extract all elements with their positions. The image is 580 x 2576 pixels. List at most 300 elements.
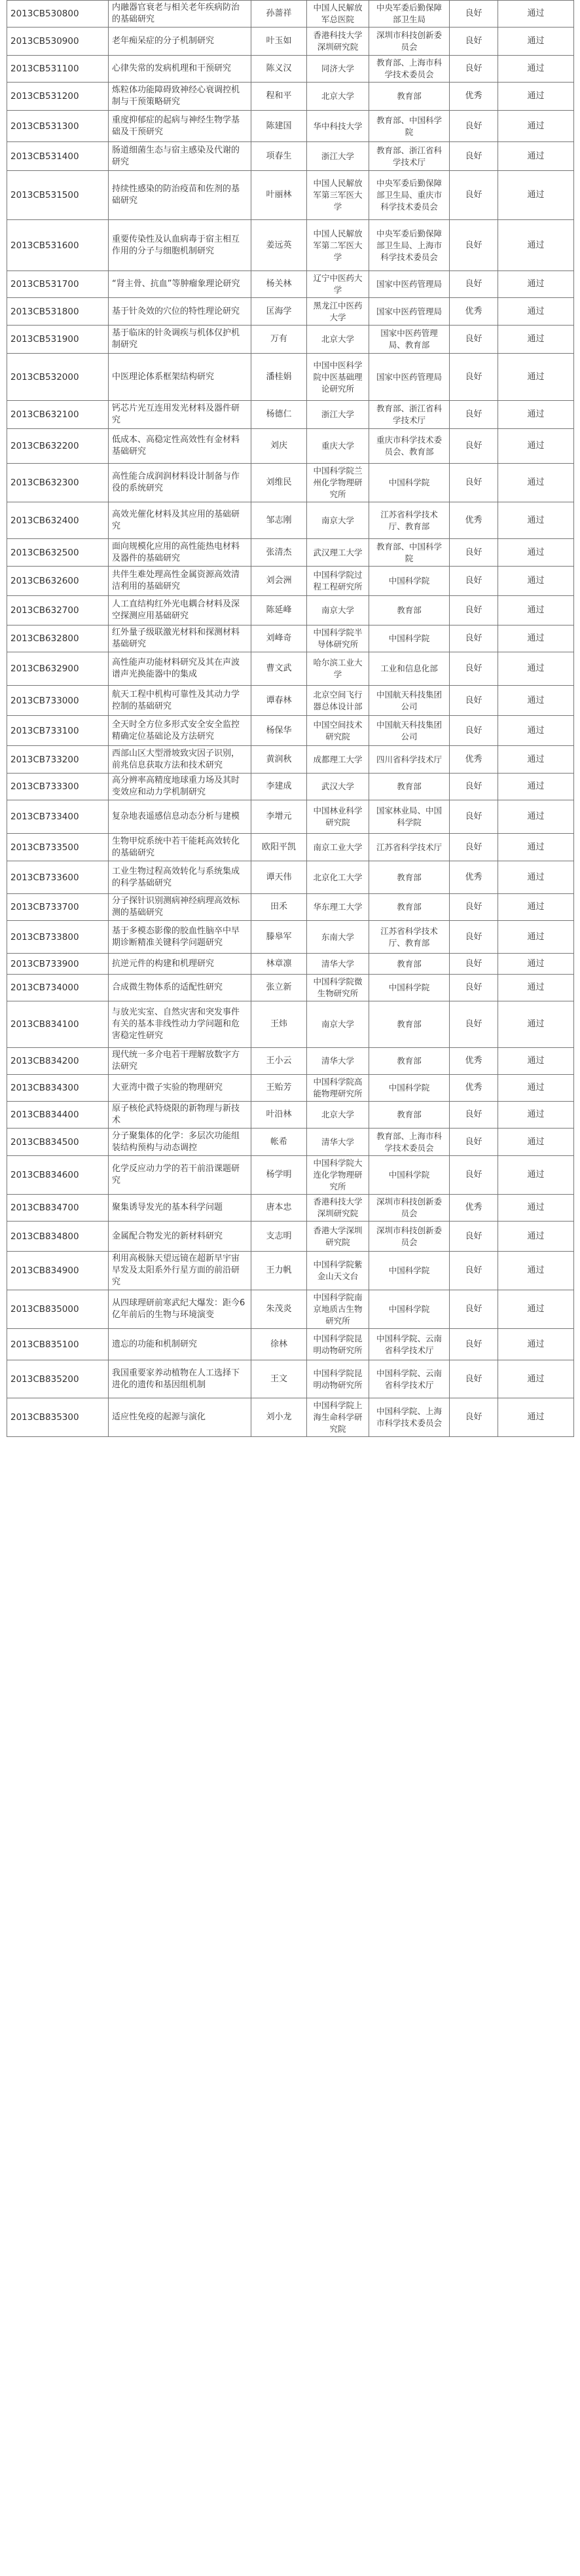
project-title: 适应性免疫的起源与演化 [109, 1398, 251, 1437]
table-row [7, 861, 574, 894]
supervising-department: 教育部、浙江省科学技术厅 [369, 142, 450, 171]
host-institution: 香港科技大学深圳研究院 [307, 28, 369, 56]
evaluation-grade: 良好 [450, 539, 498, 567]
project-title: 复杂地表遥感信息动态分析与建模 [109, 800, 251, 834]
acceptance-result: 通过 [498, 83, 574, 111]
chief-scientist: 田禾 [251, 894, 307, 921]
chief-scientist: 王力帆 [251, 1252, 307, 1290]
supervising-department: 中国科学院、云南省科学技术厅 [369, 1360, 450, 1398]
project-code: 2013CB632900 [7, 652, 109, 686]
table-row [7, 271, 574, 298]
supervising-department: 中央军委后勤保障部卫生局、重庆市科学技术委员会 [369, 171, 450, 220]
project-code: 2013CB834300 [7, 1075, 109, 1102]
supervising-department: 中国科学院 [369, 1075, 450, 1102]
table-row [7, 56, 574, 83]
acceptance-result: 通过 [498, 652, 574, 686]
host-institution: 北京大学 [307, 83, 369, 111]
project-code: 2013CB734000 [7, 975, 109, 1001]
chief-scientist: 支志明 [251, 1222, 307, 1252]
project-title: 航天工程中机构可靠性及其动力学控制的基础研究 [109, 686, 251, 716]
project-code: 2013CB733900 [7, 954, 109, 975]
supervising-department: 教育部 [369, 1102, 450, 1129]
supervising-department: 中国科学院、云南省科学技术厅 [369, 1329, 450, 1360]
project-code: 2013CB531700 [7, 271, 109, 298]
project-title: 老年痴呆症的分子机制研究 [109, 28, 251, 56]
evaluation-grade: 优秀 [450, 1048, 498, 1075]
supervising-department: 教育部 [369, 83, 450, 111]
supervising-department: 中国科学院 [369, 1156, 450, 1195]
acceptance-result: 通过 [498, 271, 574, 298]
project-code: 2013CB834700 [7, 1195, 109, 1222]
evaluation-grade: 良好 [450, 975, 498, 1001]
project-code: 2013CB531500 [7, 171, 109, 220]
supervising-department: 教育部 [369, 596, 450, 625]
evaluation-grade: 优秀 [450, 298, 498, 326]
evaluation-grade: 良好 [450, 921, 498, 954]
evaluation-grade: 良好 [450, 834, 498, 861]
table-row [7, 596, 574, 625]
project-title: 高分辨率高精度地球重力场及其时变效应和动力学机制研究 [109, 774, 251, 800]
project-code: 2013CB733000 [7, 686, 109, 716]
evaluation-grade: 良好 [450, 1, 498, 28]
project-title: 从四球理研前寒武纪大爆发：距今6亿年前后的生物与环境演变 [109, 1290, 251, 1329]
project-title: 工业生物过程高效转化与系统集成的科学基础研究 [109, 861, 251, 894]
evaluation-grade: 良好 [450, 954, 498, 975]
chief-scientist: 陈延峰 [251, 596, 307, 625]
supervising-department: 江苏省科学技术厅、教育部 [369, 921, 450, 954]
supervising-department: 中央军委后勤保障部卫生局、上海市科学技术委员会 [369, 220, 450, 271]
chief-scientist: 匡海学 [251, 298, 307, 326]
evaluation-grade: 良好 [450, 220, 498, 271]
supervising-department: 教育部、浙江省科学技术厅 [369, 401, 450, 429]
project-code: 2013CB531900 [7, 326, 109, 354]
table-row [7, 1, 574, 28]
supervising-department: 深圳市科技创新委员会 [369, 1222, 450, 1252]
chief-scientist: 杨学明 [251, 1156, 307, 1195]
table-row [7, 1329, 574, 1360]
acceptance-result: 通过 [498, 1195, 574, 1222]
project-code: 2013CB531300 [7, 111, 109, 142]
supervising-department: 中国科学院、上海市科学技术委员会 [369, 1398, 450, 1437]
supervising-department: 中国科学院 [369, 625, 450, 652]
supervising-department: 教育部、上海市科学技术委员会 [369, 1129, 450, 1156]
chief-scientist: 叶玉如 [251, 28, 307, 56]
acceptance-result: 通过 [498, 975, 574, 1001]
project-title: 中医理论体系框架结构研究 [109, 354, 251, 401]
host-institution: 武汉大学 [307, 774, 369, 800]
supervising-department: 中央军委后勤保障部卫生局 [369, 1, 450, 28]
chief-scientist: 刘峰奇 [251, 625, 307, 652]
project-code: 2013CB632400 [7, 502, 109, 539]
supervising-department: 江苏省科学技术厅 [369, 834, 450, 861]
acceptance-result: 通过 [498, 1129, 574, 1156]
supervising-department: 中国航天科技集团公司 [369, 686, 450, 716]
acceptance-result: 通过 [498, 326, 574, 354]
host-institution: 北京大学 [307, 326, 369, 354]
chief-scientist: 朱茂炎 [251, 1290, 307, 1329]
project-code: 2013CB834600 [7, 1156, 109, 1195]
project-title: 我国重要家养动植物在人工选择下进化的遗传和基因组机制 [109, 1360, 251, 1398]
acceptance-result: 通过 [498, 746, 574, 774]
host-institution: 中国科学院南京地质古生物研究所 [307, 1290, 369, 1329]
table-row [7, 1252, 574, 1290]
acceptance-result: 通过 [498, 1329, 574, 1360]
host-institution: 清华大学 [307, 1048, 369, 1075]
evaluation-grade: 良好 [450, 596, 498, 625]
supervising-department: 中国科学院 [369, 1252, 450, 1290]
acceptance-result: 通过 [498, 464, 574, 502]
evaluation-grade: 良好 [450, 686, 498, 716]
table-row [7, 774, 574, 800]
evaluation-grade: 良好 [450, 354, 498, 401]
supervising-department: 教育部 [369, 1048, 450, 1075]
project-title: 化学反应动力学的若干前沿课题研究 [109, 1156, 251, 1195]
project-code: 2013CB835200 [7, 1360, 109, 1398]
host-institution: 南京大学 [307, 1001, 369, 1048]
host-institution: 中国科学院昆明动物研究所 [307, 1329, 369, 1360]
host-institution: 中国科学院微生物研究所 [307, 975, 369, 1001]
project-code: 2013CB530800 [7, 1, 109, 28]
table-row [7, 975, 574, 1001]
table-row [7, 171, 574, 220]
evaluation-grade: 优秀 [450, 1075, 498, 1102]
evaluation-grade: 良好 [450, 567, 498, 596]
host-institution: 同济大学 [307, 56, 369, 83]
project-title: 原子核伦武特烧限的新物理与新技术 [109, 1102, 251, 1129]
evaluation-grade: 良好 [450, 1102, 498, 1129]
host-institution: 武汉理工大学 [307, 539, 369, 567]
evaluation-grade: 良好 [450, 111, 498, 142]
table-row [7, 1048, 574, 1075]
table-row [7, 326, 574, 354]
table-row [7, 142, 574, 171]
host-institution: 南京大学 [307, 596, 369, 625]
evaluation-grade: 良好 [450, 1156, 498, 1195]
evaluation-grade: 良好 [450, 56, 498, 83]
table-row [7, 1075, 574, 1102]
evaluation-grade: 优秀 [450, 1195, 498, 1222]
table-row [7, 111, 574, 142]
acceptance-result: 通过 [498, 716, 574, 746]
project-code: 2013CB531400 [7, 142, 109, 171]
table-row [7, 652, 574, 686]
evaluation-grade: 良好 [450, 171, 498, 220]
host-institution: 香港大学深圳研究院 [307, 1222, 369, 1252]
acceptance-result: 通过 [498, 1156, 574, 1195]
evaluation-grade: 良好 [450, 1252, 498, 1290]
project-code: 2013CB532000 [7, 354, 109, 401]
host-institution: 黑龙江中医药大学 [307, 298, 369, 326]
acceptance-result: 通过 [498, 834, 574, 861]
project-code: 2013CB835300 [7, 1398, 109, 1437]
chief-scientist: 项春生 [251, 142, 307, 171]
project-code: 2013CB530900 [7, 28, 109, 56]
table-row [7, 1360, 574, 1398]
acceptance-result: 通过 [498, 401, 574, 429]
project-title: 炼粒体功能障碍致神经心衰调控机制与干预策略研究 [109, 83, 251, 111]
chief-scientist: 王炜 [251, 1001, 307, 1048]
supervising-department: 深圳市科技创新委员会 [369, 28, 450, 56]
evaluation-grade: 良好 [450, 1129, 498, 1156]
evaluation-grade: 良好 [450, 652, 498, 686]
host-institution: 重庆大学 [307, 429, 369, 464]
table-row [7, 921, 574, 954]
acceptance-result: 通过 [498, 429, 574, 464]
project-title: 分子聚集体的化学：多层次功能组装结构预构与动态调控 [109, 1129, 251, 1156]
chief-scientist: 万有 [251, 326, 307, 354]
acceptance-result: 通过 [498, 1398, 574, 1437]
table-row [7, 502, 574, 539]
evaluation-grade: 优秀 [450, 502, 498, 539]
project-code: 2013CB531100 [7, 56, 109, 83]
table-row [7, 464, 574, 502]
supervising-department: 国家中医药管理局 [369, 271, 450, 298]
acceptance-result: 通过 [498, 1001, 574, 1048]
evaluation-grade: 良好 [450, 1398, 498, 1437]
host-institution: 中国科学院紫金山天文台 [307, 1252, 369, 1290]
table-row [7, 401, 574, 429]
chief-scientist: 唐本忠 [251, 1195, 307, 1222]
project-title: 重度抑郁症的起病与神经生物学基础及干预研究 [109, 111, 251, 142]
evaluation-grade: 良好 [450, 774, 498, 800]
supervising-department: 教育部 [369, 774, 450, 800]
table-row [7, 220, 574, 271]
chief-scientist: 王贻芳 [251, 1075, 307, 1102]
host-institution: 南京大学 [307, 502, 369, 539]
chief-scientist: 黄润秋 [251, 746, 307, 774]
supervising-department: 国家中医药管理局、教育部 [369, 326, 450, 354]
evaluation-grade: 良好 [450, 1001, 498, 1048]
project-code: 2013CB834800 [7, 1222, 109, 1252]
acceptance-result: 通过 [498, 625, 574, 652]
project-title: 基于多模态影像的胶血性脑卒中早期诊断精准关键科学问题研究 [109, 921, 251, 954]
acceptance-result: 通过 [498, 111, 574, 142]
project-code: 2013CB733300 [7, 774, 109, 800]
acceptance-result: 通过 [498, 774, 574, 800]
project-code: 2013CB531600 [7, 220, 109, 271]
host-institution: 北京化工大学 [307, 861, 369, 894]
table-row [7, 83, 574, 111]
chief-scientist: 刘维民 [251, 464, 307, 502]
evaluation-grade: 良好 [450, 1360, 498, 1398]
project-title: 西部山区大型滑坡致灾因子识别，前兆信息获取方法和技术研究 [109, 746, 251, 774]
evaluation-grade: 良好 [450, 1329, 498, 1360]
chief-scientist: 欧阳平凯 [251, 834, 307, 861]
evaluation-grade: 良好 [450, 429, 498, 464]
supervising-department: 教育部 [369, 954, 450, 975]
chief-scientist: 曹文武 [251, 652, 307, 686]
table-row [7, 354, 574, 401]
supervising-department: 重庆市科学技术委员会、教育部 [369, 429, 450, 464]
host-institution: 中国中医科学院中医基础理论研究所 [307, 354, 369, 401]
supervising-department: 中国科学院 [369, 567, 450, 596]
supervising-department: 中国航天科技集团公司 [369, 716, 450, 746]
acceptance-result: 通过 [498, 220, 574, 271]
supervising-department: 教育部、上海市科学技术委员会 [369, 56, 450, 83]
project-title: 钙芯片光互连用发光材料及器件研究 [109, 401, 251, 429]
project-code: 2013CB632500 [7, 539, 109, 567]
project-code: 2013CB632300 [7, 464, 109, 502]
host-institution: 浙江大学 [307, 401, 369, 429]
project-title: 与放光实室、自然灾害和突发事件有关的基本非线性动力学问题和危害稳定性研究 [109, 1001, 251, 1048]
host-institution: 华东理工大学 [307, 894, 369, 921]
chief-scientist: 邹志刚 [251, 502, 307, 539]
chief-scientist: 张清杰 [251, 539, 307, 567]
table-row [7, 716, 574, 746]
acceptance-result: 通过 [498, 1102, 574, 1129]
chief-scientist: 叶丽林 [251, 171, 307, 220]
project-code: 2013CB834900 [7, 1252, 109, 1290]
table-row [7, 1129, 574, 1156]
acceptance-result: 通过 [498, 56, 574, 83]
host-institution: 中国科学院大连化学物理研究所 [307, 1156, 369, 1195]
chief-scientist: 张立新 [251, 975, 307, 1001]
project-title: 重要传染性及认血病毒于宿主相互作用的分子与细胞机制研究 [109, 220, 251, 271]
project-code: 2013CB632600 [7, 567, 109, 596]
acceptance-result: 通过 [498, 800, 574, 834]
table-row [7, 1195, 574, 1222]
acceptance-result: 通过 [498, 1075, 574, 1102]
evaluation-grade: 良好 [450, 326, 498, 354]
supervising-department: 教育部、中国科学院 [369, 111, 450, 142]
host-institution: 北京大学 [307, 1102, 369, 1129]
table-row [7, 894, 574, 921]
project-title: 现代统一多介电若干理解放数字方法研究 [109, 1048, 251, 1075]
chief-scientist: 陈建国 [251, 111, 307, 142]
acceptance-result: 通过 [498, 1048, 574, 1075]
supervising-department: 国家林业局、中国科学院 [369, 800, 450, 834]
project-title: 基于针灸效的穴位的特性理论研究 [109, 298, 251, 326]
supervising-department: 深圳市科技创新委员会 [369, 1195, 450, 1222]
supervising-department: 教育部 [369, 861, 450, 894]
evaluation-grade: 良好 [450, 271, 498, 298]
host-institution: 中国科学院上海生命科学研究院 [307, 1398, 369, 1437]
table-row [7, 1102, 574, 1129]
table-row [7, 1222, 574, 1252]
project-title: 金属配合物发光的新材料研究 [109, 1222, 251, 1252]
chief-scientist: 刘庆 [251, 429, 307, 464]
table-row [7, 625, 574, 652]
project-title: 内融器官衰老与相关老年疾病防治的基础研究 [109, 1, 251, 28]
project-title: 低成本、高稳定性高效性有金材料基础研究 [109, 429, 251, 464]
project-code: 2013CB733700 [7, 894, 109, 921]
chief-scientist: 孙蔷祥 [251, 1, 307, 28]
acceptance-result: 通过 [498, 502, 574, 539]
table-row [7, 28, 574, 56]
acceptance-result: 通过 [498, 567, 574, 596]
acceptance-result: 通过 [498, 921, 574, 954]
chief-scientist: 李增元 [251, 800, 307, 834]
project-title: 肠道细菌生态与宿主感染及代谢的研究 [109, 142, 251, 171]
project-title: 基于临床的针灸调疾与机体仅护机制研究 [109, 326, 251, 354]
chief-scientist: 杨关林 [251, 271, 307, 298]
project-code: 2013CB632200 [7, 429, 109, 464]
acceptance-result: 通过 [498, 1290, 574, 1329]
host-institution: 中国林业科学研究院 [307, 800, 369, 834]
chief-scientist: 潘桂娟 [251, 354, 307, 401]
host-institution: 辽宁中医药大学 [307, 271, 369, 298]
project-title: 持续性感染的防治疫苗和佐剂的基础研究 [109, 171, 251, 220]
host-institution: 中国科学院高能物理研究所 [307, 1075, 369, 1102]
project-code: 2013CB834500 [7, 1129, 109, 1156]
project-title: 生物甲烷系统中若干能耗高效转化的基础研究 [109, 834, 251, 861]
evaluation-grade: 优秀 [450, 861, 498, 894]
host-institution: 中国人民解放军第二军医大学 [307, 220, 369, 271]
evaluation-grade: 良好 [450, 142, 498, 171]
project-code: 2013CB835000 [7, 1290, 109, 1329]
host-institution: 浙江大学 [307, 142, 369, 171]
project-title: 分子探针识别测病神经病理高效标测的基础研究 [109, 894, 251, 921]
chief-scientist: 陈义汉 [251, 56, 307, 83]
project-table [7, 0, 574, 1437]
table-row [7, 1156, 574, 1195]
project-code: 2013CB733400 [7, 800, 109, 834]
project-code: 2013CB834200 [7, 1048, 109, 1075]
supervising-department: 教育部 [369, 1001, 450, 1048]
acceptance-result: 通过 [498, 171, 574, 220]
project-title: 聚集诱导发光的基本科学问题 [109, 1195, 251, 1222]
acceptance-result: 通过 [498, 861, 574, 894]
project-title: 共伴生难处理高性金属资源高效清洁利用的基础研究 [109, 567, 251, 596]
supervising-department: 四川省科学技术厅 [369, 746, 450, 774]
evaluation-grade: 良好 [450, 401, 498, 429]
table-row [7, 686, 574, 716]
supervising-department: 中国科学院 [369, 464, 450, 502]
acceptance-result: 通过 [498, 142, 574, 171]
acceptance-result: 通过 [498, 28, 574, 56]
acceptance-result: 通过 [498, 298, 574, 326]
project-title: 高性能合成润润材料设计制备与作役的系统研究 [109, 464, 251, 502]
chief-scientist: 程和平 [251, 83, 307, 111]
table-row [7, 800, 574, 834]
chief-scientist: 刘小龙 [251, 1398, 307, 1437]
host-institution: 北京空间飞行器总体设计部 [307, 686, 369, 716]
evaluation-grade: 良好 [450, 800, 498, 834]
host-institution: 中国科学院半导体研究所 [307, 625, 369, 652]
project-code: 2013CB632800 [7, 625, 109, 652]
acceptance-result: 通过 [498, 1, 574, 28]
table-row [7, 1001, 574, 1048]
acceptance-result: 通过 [498, 1222, 574, 1252]
table-row [7, 1290, 574, 1329]
project-code: 2013CB834400 [7, 1102, 109, 1129]
project-title: 大亚湾中微子实验的物理研究 [109, 1075, 251, 1102]
project-title: 红外量子级联激光材料和探测材料基础研究 [109, 625, 251, 652]
evaluation-grade: 良好 [450, 894, 498, 921]
supervising-department: 教育部 [369, 894, 450, 921]
project-code: 2013CB733100 [7, 716, 109, 746]
table-row [7, 298, 574, 326]
project-title: “肾主骨、抗血”等肿瘤象理论研究 [109, 271, 251, 298]
project-code: 2013CB531800 [7, 298, 109, 326]
acceptance-result: 通过 [498, 1360, 574, 1398]
project-code: 2013CB632100 [7, 401, 109, 429]
supervising-department: 国家中医药管理局 [369, 298, 450, 326]
host-institution: 东南大学 [307, 921, 369, 954]
chief-scientist: 林章凛 [251, 954, 307, 975]
acceptance-result: 通过 [498, 1252, 574, 1290]
project-title: 抗逆元件的构建和机理研究 [109, 954, 251, 975]
host-institution: 华中科技大学 [307, 111, 369, 142]
project-title: 面向规模化应用的高性能热电材料及器件的基础研究 [109, 539, 251, 567]
chief-scientist: 谭春林 [251, 686, 307, 716]
chief-scientist: 滕皋军 [251, 921, 307, 954]
supervising-department: 国家中医药管理局 [369, 354, 450, 401]
host-institution: 清华大学 [307, 954, 369, 975]
project-title: 全天时全方位多形式安全安全监控精确定位基础论及方法研究 [109, 716, 251, 746]
chief-scientist: 谭天伟 [251, 861, 307, 894]
project-title: 人工直结构红外光电耦合材料及深空探测应用基础研究 [109, 596, 251, 625]
